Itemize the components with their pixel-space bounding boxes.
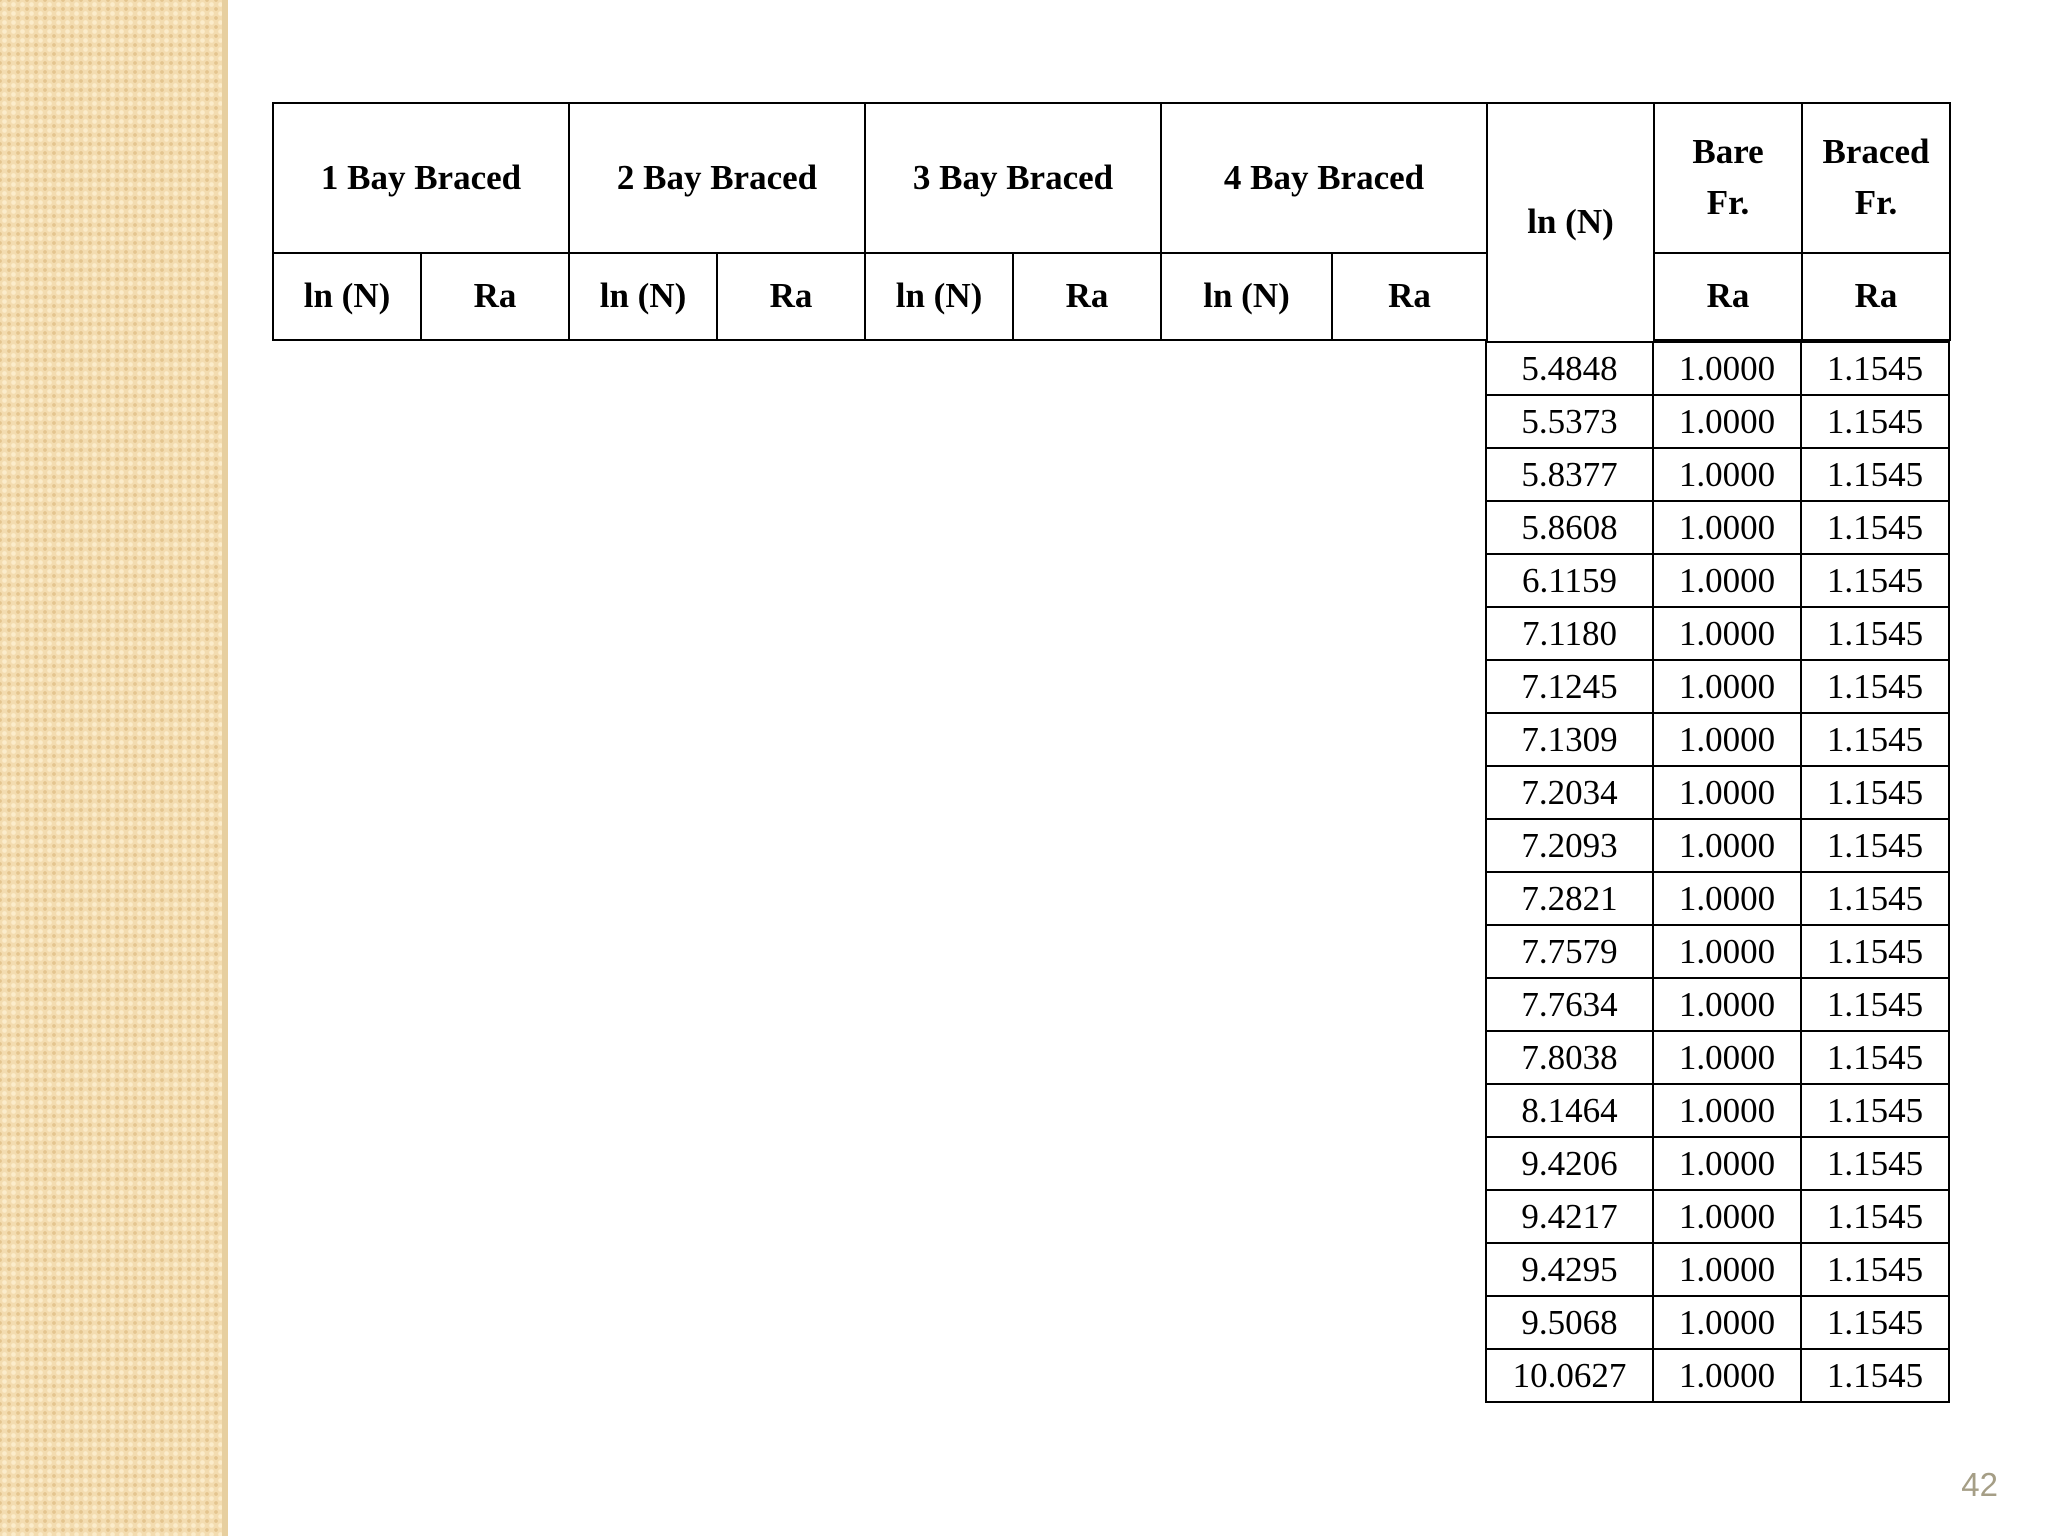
bare-ra-cell: 1.0000 (1653, 978, 1801, 1031)
ln-n-cell: 7.7579 (1486, 925, 1653, 978)
table-row (1486, 1349, 1949, 1402)
braced-ra-cell: 1.1545 (1801, 872, 1949, 925)
ln-n-cell: 7.2093 (1486, 819, 1653, 872)
bare-ra-cell: 1.0000 (1653, 448, 1801, 501)
ln-n-cell: 7.8038 (1486, 1031, 1653, 1084)
sub-header-ln-4: ln (N) (1161, 253, 1332, 340)
header-group-4: 4 Bay Braced (1161, 103, 1487, 253)
braced-ra-cell: 1.1545 (1801, 607, 1949, 660)
page-number: 42 (1961, 1466, 1998, 1503)
header-braced-line1: Braced (1822, 132, 1930, 172)
bare-ra-cell: 1.0000 (1653, 1137, 1801, 1190)
braced-ra-cell: 1.1545 (1801, 1296, 1949, 1349)
ln-n-cell: 5.5373 (1486, 395, 1653, 448)
header-bare-frame (1654, 103, 1802, 253)
ln-n-cell: 8.1464 (1486, 1084, 1653, 1137)
braced-ra-cell: 1.1545 (1801, 660, 1949, 713)
table-row (1486, 342, 1949, 395)
bare-ra-cell: 1.0000 (1653, 713, 1801, 766)
ln-n-cell: 9.5068 (1486, 1296, 1653, 1349)
table-row (1486, 713, 1949, 766)
braced-ra-cell: 1.1545 (1801, 1243, 1949, 1296)
table-row (1486, 1137, 1949, 1190)
bare-ra-cell: 1.0000 (1653, 1296, 1801, 1349)
braced-ra-cell: 1.1545 (1801, 501, 1949, 554)
ln-n-cell: 7.1180 (1486, 607, 1653, 660)
braced-ra-cell: 1.1545 (1801, 395, 1949, 448)
braced-ra-cell: 1.1545 (1801, 342, 1949, 395)
ln-n-cell: 5.4848 (1486, 342, 1653, 395)
table-row (1486, 925, 1949, 978)
header-braced-frame (1802, 103, 1950, 253)
bare-ra-cell: 1.0000 (1653, 395, 1801, 448)
ln-n-cell: 9.4206 (1486, 1137, 1653, 1190)
braced-ra-cell: 1.1545 (1801, 448, 1949, 501)
table-row (1486, 819, 1949, 872)
bare-ra-cell: 1.0000 (1653, 660, 1801, 713)
header-group-1: 1 Bay Braced (273, 103, 569, 253)
braced-ra-cell: 1.1545 (1801, 1137, 1949, 1190)
side-band-edge (222, 0, 228, 1536)
sub-header-ln-2: ln (N) (569, 253, 717, 340)
bare-ra-cell: 1.0000 (1653, 925, 1801, 978)
ln-n-cell: 5.8377 (1486, 448, 1653, 501)
sub-header-ra-1: Ra (421, 253, 569, 340)
table-row (1486, 1084, 1949, 1137)
bare-ra-cell: 1.0000 (1653, 1031, 1801, 1084)
bare-ra-cell: 1.0000 (1653, 872, 1801, 925)
bare-ra-cell: 1.0000 (1653, 1084, 1801, 1137)
bare-ra-cell: 1.0000 (1653, 1243, 1801, 1296)
table-row (1486, 872, 1949, 925)
ln-n-cell: 7.2821 (1486, 872, 1653, 925)
bare-ra-cell: 1.0000 (1653, 1190, 1801, 1243)
braced-ra-cell: 1.1545 (1801, 1031, 1949, 1084)
sub-header-ln-3: ln (N) (865, 253, 1013, 340)
header-bare-line1: Bare (1692, 132, 1764, 172)
braced-ra-cell: 1.1545 (1801, 713, 1949, 766)
ln-n-cell: 9.4295 (1486, 1243, 1653, 1296)
bare-ra-cell: 1.0000 (1653, 501, 1801, 554)
data-table-body (1486, 342, 1949, 1402)
table-row (1486, 395, 1949, 448)
bare-ra-cell: 1.0000 (1653, 766, 1801, 819)
braced-ra-cell: 1.1545 (1801, 766, 1949, 819)
braced-ra-cell: 1.1545 (1801, 978, 1949, 1031)
sub-header-ra-4: Ra (1332, 253, 1487, 340)
ln-n-cell: 7.7634 (1486, 978, 1653, 1031)
table-row (1486, 978, 1949, 1031)
sub-header-ln-1: ln (N) (273, 253, 421, 340)
braced-ra-cell: 1.1545 (1801, 554, 1949, 607)
header-table (272, 102, 1951, 341)
table-row (1486, 1031, 1949, 1084)
ln-n-cell: 9.4217 (1486, 1190, 1653, 1243)
ln-n-cell: 7.2034 (1486, 766, 1653, 819)
table-row (1486, 501, 1949, 554)
header-braced-line2: Fr. (1854, 183, 1898, 222)
bare-ra-cell: 1.0000 (1653, 342, 1801, 395)
header-row-sub (273, 253, 1950, 340)
sub-header-ra-2: Ra (717, 253, 865, 340)
table-row (1486, 1190, 1949, 1243)
header-row-groups (273, 103, 1950, 253)
sub-header-ra-3: Ra (1013, 253, 1161, 340)
table-row (1486, 660, 1949, 713)
header-group-2: 2 Bay Braced (569, 103, 865, 253)
sub-header-bare-ra: Ra (1654, 253, 1802, 340)
ln-n-cell: 7.1309 (1486, 713, 1653, 766)
ln-n-cell: 7.1245 (1486, 660, 1653, 713)
decorative-side-band (0, 0, 228, 1536)
braced-ra-cell: 1.1545 (1801, 819, 1949, 872)
table-row (1486, 448, 1949, 501)
table-row (1486, 1296, 1949, 1349)
braced-ra-cell: 1.1545 (1801, 1349, 1949, 1402)
bare-ra-cell: 1.0000 (1653, 554, 1801, 607)
bare-ra-cell: 1.0000 (1653, 1349, 1801, 1402)
braced-ra-cell: 1.1545 (1801, 925, 1949, 978)
table-row (1486, 766, 1949, 819)
table-row (1486, 1243, 1949, 1296)
header-ln-right: ln (N) (1487, 103, 1654, 340)
braced-ra-cell: 1.1545 (1801, 1084, 1949, 1137)
table-row (1486, 554, 1949, 607)
sub-header-braced-ra: Ra (1802, 253, 1950, 340)
bare-ra-cell: 1.0000 (1653, 819, 1801, 872)
header-bare-line2: Fr. (1706, 183, 1750, 222)
header-group-3: 3 Bay Braced (865, 103, 1161, 253)
data-table (1485, 341, 1950, 1403)
ln-n-cell: 5.8608 (1486, 501, 1653, 554)
table-row (1486, 607, 1949, 660)
ln-n-cell: 6.1159 (1486, 554, 1653, 607)
braced-ra-cell: 1.1545 (1801, 1190, 1949, 1243)
bare-ra-cell: 1.0000 (1653, 607, 1801, 660)
ln-n-cell: 10.0627 (1486, 1349, 1653, 1402)
